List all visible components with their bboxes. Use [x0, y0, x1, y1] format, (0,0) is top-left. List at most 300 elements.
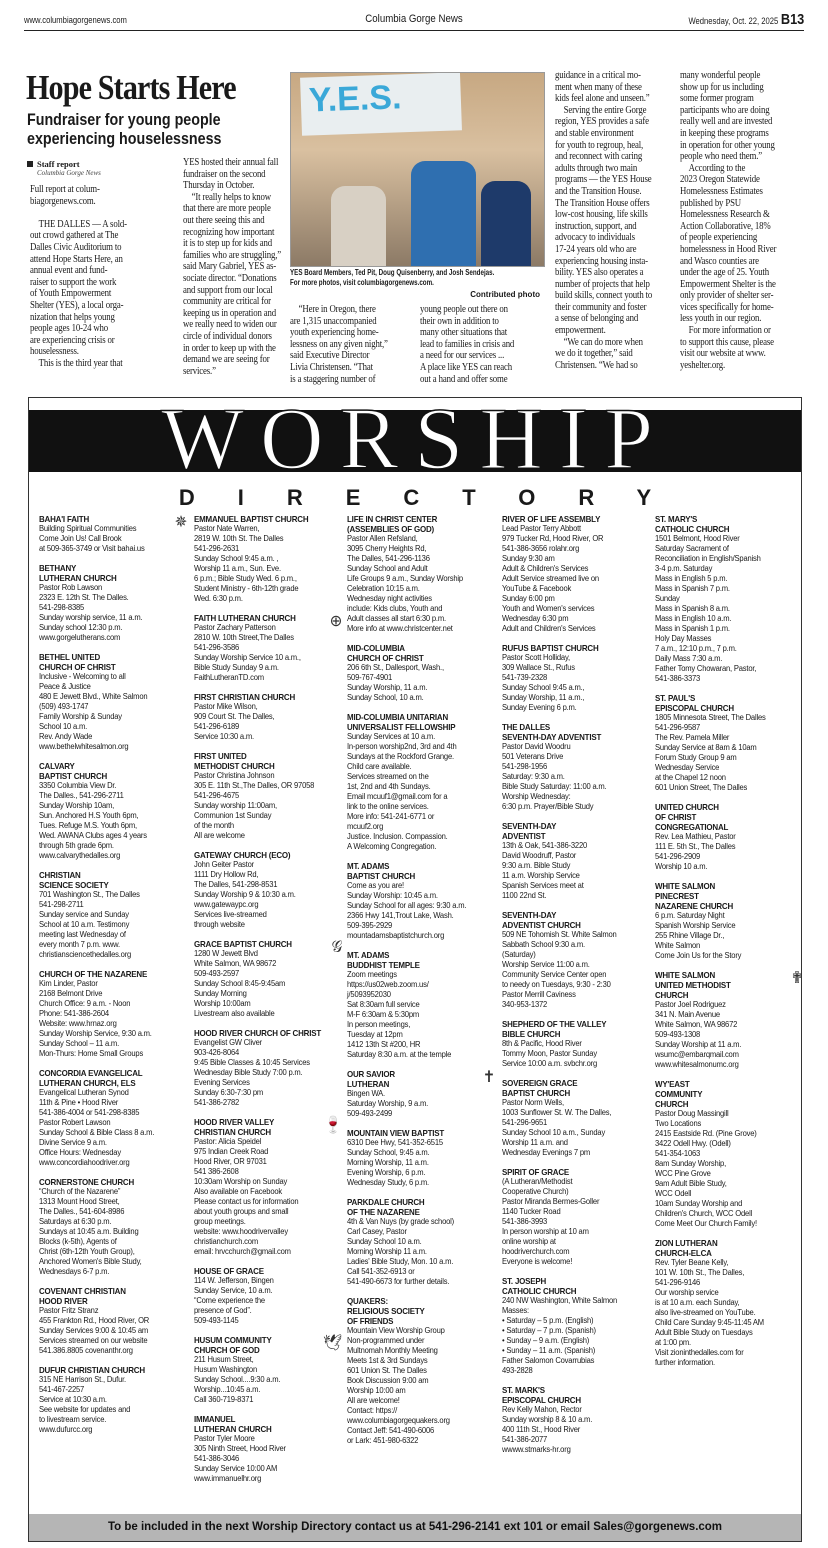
listing-detail: about youth groups and small [194, 1207, 289, 1216]
church-listing [502, 722, 652, 812]
church-listing [194, 1028, 344, 1108]
listing-detail: christiansciencethedalles.org [39, 950, 132, 959]
chalice-icon: 🍷 [323, 1117, 343, 1134]
listing-detail: 541-296-2631 [194, 544, 240, 553]
church-name: HUSUM COMMUNITY CHURCH OF GOD [194, 1335, 272, 1355]
listing-detail: 541.386.8805 covenanthr.org [39, 1346, 133, 1355]
listing-detail: Mass in Spanish 7 p.m. [655, 584, 730, 593]
church-name: IMMANUEL LUTHERAN CHURCH [194, 1414, 272, 1434]
date-page [688, 11, 804, 28]
directory-column [655, 514, 805, 1377]
church-name: SEVENTH-DAY ADVENTIST [502, 821, 557, 841]
listing-detail: 541-386-3656 rolahr.org [502, 544, 580, 553]
listing-detail: Worship...10:45 a.m. [194, 1385, 261, 1394]
yes-banner [300, 72, 462, 136]
listing-detail: 1st, 2nd and 4th Sundays. [347, 782, 431, 791]
listing-detail: Pastor Scott Holliday, [502, 653, 570, 662]
banner-text: Y.E.S. [308, 78, 403, 120]
listing-detail: further information. [655, 1358, 715, 1367]
newspaper-name: Columbia Gorge News [365, 13, 463, 25]
church-listing [502, 910, 652, 1010]
church-listing [39, 1177, 189, 1277]
listing-detail: Sunday School – 11 a.m. [39, 1039, 119, 1048]
article-column-1: Full report at colum- biagorgenews.com. THE DALLES — A sold- out crowd gathered at The Dalles Civic Auditorium to attend Hope Starts Here, an annual event and fund- raiser to support the work of Youth Empowerment Shelter (YES), a local orga- nization that helps young people ages 10-24 who are experiencing crisis or houselessness. This is the third year that [30, 183, 127, 369]
listing-detail: Masses: [502, 1306, 529, 1315]
directory-subtitle: DIRECTORY [178, 485, 695, 510]
listing-detail: 2810 W. 10th Street,The Dalles [194, 633, 294, 642]
listing-detail: 101 W. 10th St., The Dalles, [655, 1268, 745, 1277]
listing-detail: 114 W. Jefferson, Bingen [194, 1276, 274, 1285]
listing-detail: • Saturday – 5 p.m. (English) [502, 1316, 594, 1325]
church-name: HOOD RIVER VALLEY CHRISTIAN CHURCH [194, 1117, 275, 1137]
listing-detail: Adult & Children's Services [502, 564, 589, 573]
listing-detail: 309 Wallace St., Rufus [502, 663, 575, 672]
church-listing [194, 850, 344, 930]
church-listing [39, 761, 189, 861]
listing-detail: Church Office: 9 a.m. - Noon [39, 999, 131, 1008]
listing-detail: More info: 541-241-6771 or [347, 812, 435, 821]
listing-detail: 541-296-3586 [194, 643, 240, 652]
church-listing [502, 1167, 652, 1267]
listing-detail: 1280 W Jewett Blvd [194, 949, 258, 958]
article-headline: Hope Starts Here [26, 68, 236, 107]
listing-detail: Pastor Fritz Stranz [39, 1306, 99, 1315]
listing-detail: Pastor Miranda Bermes-Goller [502, 1197, 600, 1206]
church-name: RIVER OF LIFE ASSEMBLY [502, 514, 601, 524]
church-listing [347, 1128, 497, 1188]
listing-detail: Pastor Christina Johnson [194, 771, 275, 780]
listing-detail: 111 E. 5th St., The Dalles [655, 842, 736, 851]
listing-detail: Sunday worship service, 11 a.m. [39, 613, 143, 622]
listing-detail: Worship Service 11:00 a.m. [502, 960, 590, 969]
listing-detail: Sunday Worship 9 & 10:30 a.m. [194, 890, 296, 899]
church-listing [194, 1414, 344, 1484]
church-name: SEVENTH-DAY ADVENTIST CHURCH [502, 910, 581, 930]
listing-detail: every month 7 p.m. www. [39, 940, 120, 949]
listing-detail: Adult and Children's Services [502, 624, 596, 633]
listing-detail: Multnomah Monthly Meeting [347, 1346, 438, 1355]
church-name: MT. ADAMS BUDDHIST TEMPLE [347, 950, 420, 970]
listing-detail: Wednesday Study, 6 p.m. [347, 1178, 429, 1187]
listing-detail: Kim Linder, Pastor [39, 979, 98, 988]
listing-detail: Forum Study Group 9 am [655, 753, 737, 762]
listing-detail: Blocks (k-5th), Agents of [39, 1237, 117, 1246]
church-listing [39, 870, 189, 960]
listing-detail: 509-767-4901 [347, 673, 393, 682]
listing-detail: Sunday School 9:45 a.m. , [194, 554, 279, 563]
worship-directory [28, 391, 804, 1542]
listing-detail: www.calvarythedalles.org [39, 851, 121, 860]
church-listing [194, 514, 344, 604]
listing-detail: Website: www.hrnaz.org [39, 1019, 117, 1028]
listing-detail: Sunday Worship Service, 9:30 a.m. [39, 1029, 152, 1038]
listing-detail: All are welcome! [347, 1396, 400, 1405]
listing-detail: (Saturday) [502, 950, 536, 959]
church-name: THE DALLES SEVENTH-DAY ADVENTIST [502, 722, 602, 742]
listing-detail: www.gatewaypc.org [194, 900, 259, 909]
listing-detail: Pastor Mike Wilson, [194, 702, 258, 711]
listing-detail: School at 10 a.m. Testimony [39, 920, 130, 929]
listing-detail: 13th & Oak, 541-386-3220 [502, 841, 588, 850]
listing-detail: Sunday Services 9:00 & 10:45 am [39, 1326, 149, 1335]
listing-detail: Come Meet Our Church Family! [655, 1219, 757, 1228]
listing-detail: 509-493-2499 [347, 1109, 393, 1118]
listing-detail: “Come experience the [194, 1296, 265, 1305]
listing-detail: www.gorgelutherans.com [39, 633, 121, 642]
listing-detail: Sunday Service 10:00 AM [194, 1464, 278, 1473]
listing-detail: 3095 Cherry Heights Rd, [347, 544, 427, 553]
listing-detail: Email mcuuf1@gmail.com for a [347, 792, 448, 801]
church-listing [502, 1276, 652, 1376]
listing-detail: email: hrvcchurch@gmail.com [194, 1247, 291, 1256]
listing-detail: David Woodruff, Pastor [502, 851, 577, 860]
listing-detail: www.bethelwhitesalmon.org [39, 742, 129, 751]
listing-detail: Building Spiritual Communities [39, 524, 137, 533]
listing-detail: Saturday Sacrament of [655, 544, 729, 553]
listing-detail: 509-493-1308 [655, 1030, 701, 1039]
listing-detail: 240 NW Washington, White Salmon [502, 1296, 618, 1305]
listing-detail: 509 NE Tohomish St. White Salmon [502, 930, 617, 939]
listing-detail: Wed. 6:30 p.m. [194, 594, 243, 603]
listing-detail: • Sunday – 11 a.m. (Spanish) [502, 1346, 596, 1355]
church-name: UNITED CHURCH OF CHRIST CONGREGATIONAL [655, 802, 729, 832]
person-figure [411, 161, 476, 266]
listing-detail: also live-streamed on YouTube. [655, 1308, 756, 1317]
listing-detail: The Dalles., 541-604-8986 [39, 1207, 125, 1216]
listing-detail: Sunday School 9:45 a.m., [502, 683, 585, 692]
listing-detail: 1111 Dry Hollow Rd, [194, 870, 259, 879]
listing-detail: www.concordiahoodriver.org [39, 1158, 130, 1167]
listing-detail: Student Ministry - 6th-12th grade [194, 584, 299, 593]
listing-detail: The Rev. Pamela Miller [655, 733, 730, 742]
website-url: www.columbiagorgenews.com [24, 15, 127, 25]
listing-detail: Services streamed on the [347, 772, 429, 781]
listing-detail: Pastor Tyler Moore [194, 1434, 255, 1443]
listing-detail: 541-467-2257 [39, 1385, 85, 1394]
listing-detail: 2819 W. 10th St. The Dalles [194, 534, 284, 543]
listing-detail: Sat 8:30am full service [347, 1000, 420, 1009]
church-listing [347, 514, 497, 634]
listing-detail: Sunday Worship 10am, [39, 801, 115, 810]
listing-detail: “Church of the Nazarene” [39, 1187, 121, 1196]
church-name: DUFUR CHRISTIAN CHURCH [39, 1365, 145, 1375]
church-name: QUAKERS: RELIGIOUS SOCIETY OF FRIENDS [347, 1296, 425, 1326]
church-name: WHITE SALMON PINECREST NAZARENE CHURCH [655, 881, 734, 911]
listing-detail: Community Service Center open [502, 970, 607, 979]
church-listing [194, 1335, 344, 1405]
listing-detail: Pastor David Woodru [502, 742, 571, 751]
listing-detail: 541-354-1063 [655, 1149, 701, 1158]
listing-detail: School 10 a.m. [39, 722, 88, 731]
listing-detail: j/5093952030 [347, 990, 391, 999]
listing-detail: Children's Church, WCC Odell [655, 1209, 753, 1218]
issue-date: Wednesday, Oct. 22, 2025 [688, 16, 779, 26]
directory-column [347, 514, 497, 1455]
listing-detail: www.dufurcc.org [39, 1425, 93, 1434]
article-subhead: Fundraiser for young people experiencing houselessness [27, 110, 222, 148]
listing-detail: Sunday School, 10 a.m. [347, 693, 424, 702]
listing-detail: Service 10:00 a.m. svbchr.org [502, 1059, 598, 1068]
listing-detail: Celebration 10:15 a.m. [347, 584, 420, 593]
listing-detail: 909 Court St. The Dalles, [194, 712, 275, 721]
listing-detail: 509-493-1145 [194, 1316, 239, 1325]
listing-detail: Rev Kelly Mahon, Rector [502, 1405, 582, 1414]
listing-detail: Meets 1st & 3rd Sundays [347, 1356, 428, 1365]
listing-detail: Inclusive - Welcoming to all [39, 672, 126, 681]
church-listing [502, 643, 652, 713]
listing-detail: Youth and Women's services [502, 604, 595, 613]
listing-detail: 206 6th St., Dallesport, Wash., [347, 663, 444, 672]
listing-detail: 3422 Odell Hwy. (Odell) [655, 1139, 731, 1148]
church-name: BETHEL UNITED CHURCH OF CHRIST [39, 652, 116, 672]
listing-detail: Book Discussion 9:00 am [347, 1376, 429, 1385]
listing-detail: at 509-365-3749 or Visit bahai.us [39, 544, 145, 553]
church-listing [39, 563, 189, 643]
church-listing [347, 1197, 497, 1287]
listing-detail: Spanish Worship Service [655, 921, 736, 930]
listing-detail: presence of God”. [194, 1306, 252, 1315]
listing-detail: Bible Study Sunday 9 a.m. [194, 663, 279, 672]
listing-detail: Evangelist GW Cliver [194, 1038, 262, 1047]
listing-detail: M-F 6:30am & 5:30pm [347, 1010, 420, 1019]
listing-detail: 541-298-8385 [39, 603, 85, 612]
listing-detail: Sundays at 10:45 a.m. Building [39, 1227, 139, 1236]
listing-detail: Mass in English 5 p.m. [655, 574, 728, 583]
listing-detail: Reconciliation in English/Spanish [655, 554, 761, 563]
listing-detail: 305 Ninth Street, Hood River [194, 1444, 286, 1453]
listing-detail: Sunday Worship: 10:45 a.m. [347, 891, 438, 900]
listing-detail: Sunday 9:30 am [502, 554, 555, 563]
listing-detail: Non-programmed under [347, 1336, 425, 1345]
listing-detail: Worship 10:00 am [347, 1386, 406, 1395]
church-name: WHITE SALMON UNITED METHODIST CHURCH [655, 970, 731, 1000]
church-listing [39, 652, 189, 752]
listing-detail: Pastor Joel Rodriguez [655, 1000, 726, 1009]
listing-detail: Holy Day Masses [655, 634, 712, 643]
listing-detail: Sunday Morning [194, 989, 247, 998]
listing-detail: christianchurch.com [194, 1237, 258, 1246]
listing-detail: Wednesday Service [655, 763, 720, 772]
listing-detail: Sunday 6:00 pm [502, 594, 555, 603]
listing-detail: 1412 13th St #200, HR [347, 1040, 421, 1049]
page-header [24, 9, 804, 31]
listing-detail: 979 Tucker Rd, Hood River, OR [502, 534, 604, 543]
listing-detail: Sunday 6:30-7:30 pm [194, 1088, 264, 1097]
listing-detail: Sunday worship 8 & 10 a.m. [502, 1415, 593, 1424]
listing-detail: Mon-Thurs: Home Small Groups [39, 1049, 144, 1058]
cross-flame-icon: ✟ [790, 970, 804, 987]
church-listing [347, 1296, 497, 1446]
listing-detail: www.immanuelhr.org [194, 1474, 262, 1483]
listing-detail: White Salmon, WA 98672 [194, 959, 277, 968]
listing-detail: Morning Worship, 11 a.m. [347, 1158, 429, 1167]
listing-detail: online worship at [502, 1237, 556, 1246]
listing-detail: 509-493-2597 [194, 969, 240, 978]
listing-detail: Services streamed on our website [39, 1336, 148, 1345]
listing-detail: hoodriverchurch.com [502, 1247, 570, 1256]
church-name: MT. ADAMS BAPTIST CHURCH [347, 861, 416, 881]
photo-caption: YES Board Members, Ted Pit, Doug Quisenberry, and Josh Sendejas. For more photos, visit columbiagorgenews.com. [290, 268, 495, 287]
listing-detail: 975 Indian Creek Road [194, 1147, 269, 1156]
church-name: BAHA'I FAITH [39, 514, 90, 524]
directory-title: WORSHIP [160, 391, 670, 488]
listing-detail: Sabbath School 9:30 a.m. [502, 940, 585, 949]
listing-detail: Bible Study Saturday: 11:00 a.m. [502, 782, 607, 791]
listing-detail: 8th & Pacific, Hood River [502, 1039, 582, 1048]
church-name: ST. JOSEPH CATHOLIC CHURCH [502, 1276, 577, 1296]
listing-detail: 9:45 Bible Classes & 10:45 Services [194, 1058, 310, 1067]
church-listing [502, 821, 652, 901]
church-listing [347, 950, 497, 1060]
listing-detail: Sunday Worship at 11 a.m. [655, 1040, 742, 1049]
church-listing [347, 643, 497, 703]
church-name: BETHANY LUTHERAN CHURCH [39, 563, 117, 583]
church-listing [194, 939, 344, 1019]
listing-detail: Anchored Women's Bible Study, [39, 1257, 142, 1266]
listing-detail: 255 Rhine Village Dr., [655, 931, 725, 940]
listing-detail: Livestream also available [194, 1009, 275, 1018]
listing-detail: Everyone is welcome! [502, 1257, 573, 1266]
church-name: GRACE BAPTIST CHURCH [194, 939, 292, 949]
listing-detail: 6 p.m.; Bible Study Wed. 6 p.m., [194, 574, 297, 583]
listing-detail: Divine Service 9 a.m. [39, 1138, 107, 1147]
listing-detail: Sunday worship 11:00am, [194, 801, 277, 810]
church-listing [655, 1079, 805, 1229]
listing-detail: 6:30 p.m. Prayer/Bible Study [502, 802, 594, 811]
bullet-square-icon [27, 161, 33, 167]
church-name: ST. PAUL'S EPISCOPAL CHURCH [655, 693, 734, 713]
listing-detail: 3-4 p.m. Saturday [655, 564, 713, 573]
church-listing [502, 514, 652, 634]
listing-detail: 340-953-1372 [502, 1000, 548, 1009]
listing-detail: 541-386-3993 [502, 1217, 548, 1226]
listing-detail: 509-395-2929 [347, 921, 393, 930]
church-listing [502, 1019, 652, 1069]
church-name: OUR SAVIOR LUTHERAN [347, 1069, 395, 1089]
listing-detail: WCC Odell [655, 1189, 692, 1198]
listing-detail: Life Groups 9 a.m., Sunday Worship [347, 574, 463, 583]
listing-detail: Sunday Service, 10 a.m. [194, 1286, 273, 1295]
listing-detail: Mass in Spanish 8 a.m. [655, 604, 730, 613]
church-name: COVENANT CHRISTIAN HOOD RIVER [39, 1286, 126, 1306]
listing-detail: Evening Worship, 6 p.m. [347, 1168, 426, 1177]
church-listing [655, 970, 805, 1070]
listing-detail: 9am Adult Bible Study, [655, 1179, 727, 1188]
listing-detail: 541-386-3046 [194, 1454, 240, 1463]
listing-detail: through 5th grade 6pm. [39, 841, 114, 850]
listing-detail: Sunday School, 9:45 a.m. [347, 1148, 430, 1157]
listing-detail: 541-386-2077 [502, 1435, 548, 1444]
listing-detail: Rev. Andy Wade [39, 732, 93, 741]
listing-detail: FaithLutheranTD.com [194, 673, 264, 682]
listing-detail: wwww.stmarks-hr.org [502, 1445, 571, 1454]
grace-logo-icon: 𝒢 [331, 939, 343, 956]
listing-detail: 541-296-9651 [502, 1118, 548, 1127]
listing-detail: Lead Pastor Terry Abbott [502, 524, 581, 533]
listing-detail: Wednesday Evenings 7 pm [502, 1148, 591, 1157]
listing-detail: 541-296-4675 [194, 791, 240, 800]
church-name: MID-COLUMBIA CHURCH OF CHRIST [347, 643, 424, 663]
listing-detail: 541-386-2782 [194, 1098, 240, 1107]
article-column-5: guidance in a critical mo- ment when many of these kids feel alone and unseen.” Serving the entire Gorge region, YES provides a safe and stable environment for youth to regroup, heal, and reconnect with caring adults through two main programs — the YES House and the Transition House. The Transition House offers low-cost housing, life skills instruction, support, and advocacy to individuals 17-24 years old who are experiencing housing insta- bility. YES also operates a number of projects that help build skills, connect youth to their community and foster a sense of belonging and empowerment. “We can do more when we do it together,” said Christensen. “We had so [555, 69, 653, 371]
listing-detail: 541-298-1956 [502, 762, 548, 771]
church-listing [194, 692, 344, 742]
listing-detail: See website for updates and [39, 1405, 131, 1414]
listing-detail: include: Kids clubs, Youth and [347, 604, 443, 613]
listing-detail: Call 360-719-8371 [194, 1395, 254, 1404]
listing-detail: through website [194, 920, 245, 929]
listing-detail: Sun. Anchored H.S Youth 6pm, [39, 811, 139, 820]
listing-detail: 315 NE Harrison St., Dufur. [39, 1375, 126, 1384]
listing-detail: Please contact us for information [194, 1197, 299, 1206]
directory-column [502, 514, 652, 1464]
listing-detail: Services live-streamed [194, 910, 267, 919]
listing-detail: Worship 11 a.m. and [502, 1138, 568, 1147]
listing-detail: Adult classes all start 6:30 p.m. [347, 614, 446, 623]
church-name: CALVARY BAPTIST CHURCH [39, 761, 108, 781]
listing-detail: Sunday Service at 8am & 10am [655, 743, 757, 752]
listing-detail: Wednesdays 6-7 p.m. [39, 1267, 110, 1276]
listing-detail: www.columbiagorgequakers.org [347, 1416, 450, 1425]
listing-detail: Sunday Worship Service 10 a.m., [194, 653, 301, 662]
article-column-4: young people out there on their own in addition to many other situations that lead to families in crisis and a need for our services ... A place like YES can reach out a hand and offer some [420, 303, 515, 385]
listing-detail: 541 386-2608 [194, 1167, 239, 1176]
cross-icon: ✝ [482, 1069, 496, 1086]
listing-detail: Zoom meetings [347, 970, 397, 979]
listing-detail: In-person worship2nd, 3rd and 4th [347, 742, 457, 751]
church-listing [502, 1078, 652, 1158]
listing-detail: The Dalles, 541-298-8531 [194, 880, 278, 889]
listing-detail: Pastor Robert Lawson [39, 1118, 111, 1127]
listing-detail: meeting last Wednesday of [39, 930, 126, 939]
church-listing [39, 1286, 189, 1356]
church-listing [655, 881, 805, 961]
listing-detail: Daily Mass 7:30 a.m. [655, 654, 723, 663]
listing-detail: Saturdays at 6:30 p.m. [39, 1217, 112, 1226]
listing-detail: Phone: 541-386-2604 [39, 1009, 109, 1018]
listing-detail: Sunday Worship, 11 a.m., [502, 693, 585, 702]
listing-detail: Sunday School 10 a.m. [347, 1237, 422, 1246]
listing-detail: More info at www.christcenter.net [347, 624, 453, 633]
listing-detail: 8am Sunday Worship, [655, 1159, 727, 1168]
listing-detail: 10:30am Worship on Sunday [194, 1177, 288, 1186]
listing-detail: 211 Husum Street, [194, 1355, 254, 1364]
listing-detail: Wednesday Bible Study 7:00 p.m. [194, 1068, 303, 1077]
listing-detail: Sunday School for all ages: 9:30 a.m. [347, 901, 467, 910]
church-listing [347, 1069, 497, 1119]
church-listing [39, 1068, 189, 1168]
listing-detail: Come as you are! [347, 881, 404, 890]
church-name: ZION LUTHERAN CHURCH-ELCA [655, 1238, 718, 1258]
listing-detail: Carl Casey, Pastor [347, 1227, 407, 1236]
listing-detail: 400 11th St., Hood River [502, 1425, 581, 1434]
listing-detail: Father Salomon Covarrubias [502, 1356, 595, 1365]
listing-detail: to livestream service. [39, 1415, 107, 1424]
listing-detail: Our worship service [655, 1288, 719, 1297]
listing-detail: Hood River, OR 97031 [194, 1157, 267, 1166]
listing-detail: Worship 11 a.m., Sun. Eve. [194, 564, 281, 573]
listing-detail: Adult Service streamed live on [502, 574, 599, 583]
listing-detail: Ladies' Bible Study, Mon. 10 a.m. [347, 1257, 454, 1266]
listing-detail: Worship Wednesday: [502, 792, 571, 801]
listing-detail: mountadamsbaptistchurch.org [347, 931, 445, 940]
church-name: MID-COLUMBIA UNITARIAN UNIVERSALIST FELLOWSHIP [347, 712, 456, 732]
listing-detail: • Sunday – 9 a.m. (English) [502, 1336, 590, 1345]
listing-detail: Sunday Services at 10 a.m. [347, 732, 436, 741]
dove-icon: 🕊 [323, 1335, 343, 1352]
listing-detail: Also available on Facebook [194, 1187, 283, 1196]
listing-detail: Sunday School 8:45-9:45am [194, 979, 286, 988]
